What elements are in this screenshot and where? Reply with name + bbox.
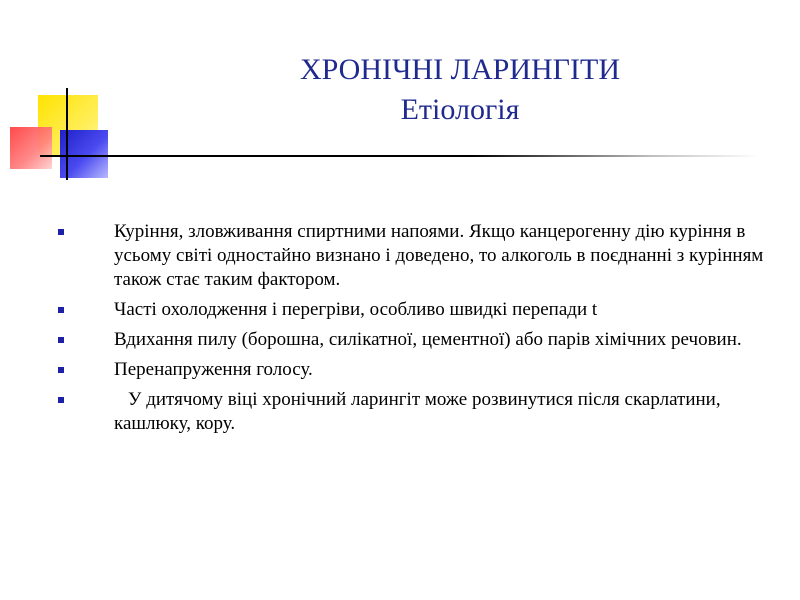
title-subtitle: Етіологія xyxy=(400,93,520,126)
bullet-text: Перенапруження голосу. xyxy=(114,359,313,380)
slide-title xyxy=(120,50,800,130)
bullet-text: У дитячому віці хронічний ларингіт може розвинутися після скарлатини, кашлюку, кору. xyxy=(114,389,721,434)
bullet-list xyxy=(54,220,774,442)
title-divider-line xyxy=(40,155,760,157)
bullet-text: Куріння, зловживання спиртними напоями. Якщо канцерогенну дію куріння в усьому світі одностайно визнано і доведено, то алкоголь в поєднанні з курінням також стає таким фактором. xyxy=(114,221,764,290)
list-item xyxy=(54,388,774,436)
square-bullet-icon xyxy=(58,229,64,235)
square-bullet-icon xyxy=(58,367,64,373)
list-item xyxy=(54,220,774,292)
title-main: ХРОНІЧНІ ЛАРИНГІТИ xyxy=(299,53,621,86)
square-bullet-icon xyxy=(58,337,64,343)
bullet-text: Часті охолодження і перегріви, особливо швидкі перепади t xyxy=(114,299,598,320)
red-square-shape xyxy=(10,127,52,169)
list-item xyxy=(54,328,774,352)
vertical-rule xyxy=(66,88,68,180)
decorative-logo xyxy=(0,0,120,200)
list-item xyxy=(54,358,774,382)
square-bullet-icon xyxy=(58,397,64,403)
bullet-text: Вдихання пилу (борошна, силікатної, цементної) або парів хімічних речовин. xyxy=(114,329,742,350)
square-bullet-icon xyxy=(58,307,64,313)
list-item xyxy=(54,298,774,322)
